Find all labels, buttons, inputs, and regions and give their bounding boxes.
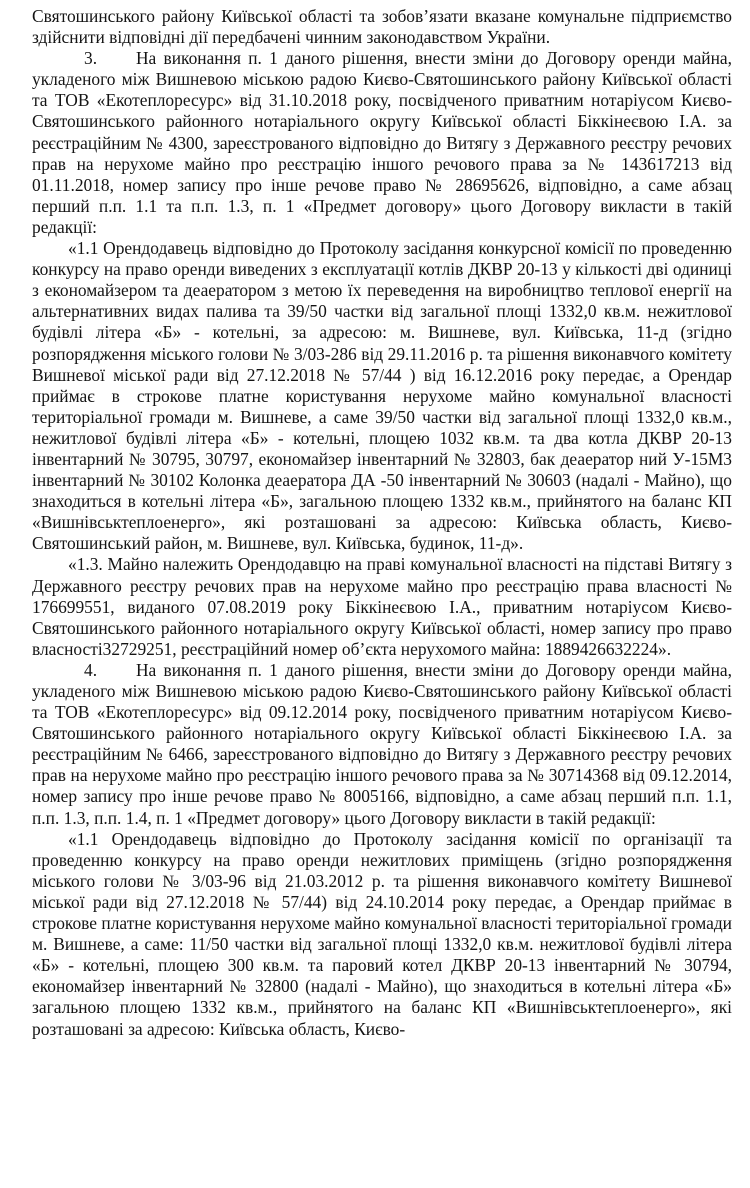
item-4-paragraph [32, 660, 732, 829]
item-3-paragraph [32, 48, 732, 238]
intro-paragraph: Святошинського району Київської області та зобов’язати вказане комунальне підприємство здійснити відповідні дії передбачені чинним законодавством України. [32, 6, 732, 48]
item-3-quote-1-3: «1.3. Майно належить Орендодавцю на праві комунальної власності на підставі Витягу з Державного реєстру речових прав на нерухоме майно про реєстрацію права власності № 176699551, виданого 07.08.2019 року Біккінеєвою І.А., приватним нотаріусом Києво-Святошинського районного нотаріального округу Київської області, номер запису про право власності32729251, реєстраційний номер об’єкта нерухомого майна: 1889426632224». [32, 554, 732, 659]
item-4-text: На виконання п. 1 даного рішення, внести зміни до Договору оренди майна, укладеного між Вишневою міською радою Києво-Святошинського району Київської області та ТОВ «Екотеплоресурс» від 09.12.2014 року, посвідченого приватним нотаріусом Києво-Святошинського районного нотаріального округу Київської області Біккінеєвою І.А. за реєстраційним № 6466, зареєстрованого відповідно до Витягу з Державного реєстру речових прав на нерухоме майно про реєстрацію іншого речового права за № 30714368 від 09.12.2014, номер запису про інше речове право № 8005166, відповідно, а саме абзац перший п.п. 1.1, п.п. 1.3, п.п. 1.4, п. 1 «Предмет договору» цього Договору викласти в такій редакції: [32, 659, 732, 828]
item-3-text: На виконання п. 1 даного рішення, внести зміни до Договору оренди майна, укладеного між Вишневою міською радою Києво-Святошинського району Київської області та ТОВ «Екотеплоресурс» від 31.10.2018 року, посвідченого приватним нотаріусом Києво-Святошинського районного нотаріального округу Київської області Біккінеєвою І.А. за реєстраційним № 4300, зареєстрованого відповідно до Витягу з Державного реєстру речових прав на нерухоме майно про реєстрацію іншого речового права за № 143617213 від 01.11.2018, номер запису про інше речове право № 28695626, відповідно, а саме абзац перший п.п. 1.1 та п.п. 1.3, п. 1 «Предмет договору» цього Договору викласти в такій редакції: [32, 48, 732, 237]
item-3-quote-1-1: «1.1 Орендодавець відповідно до Протоколу засідання конкурсної комісії по проведенню конкурсу на право оренди виведених з експлуатації котлів ДКВР 20-13 у кількості дві одиниці з економайзером та деаератором з метою їх переведення на виробництво теплової енергії на альтернативних видах палива та 39/50 частки від загальної площі 1332,0 кв.м. нежитлової будівлі літера «Б» - котельні, за адресою: м. Вишневе, вул. Київська, 11-д (згідно розпорядження міського голови № 3/03-286 від 29.11.2016 р. та рішення виконавчого комітету Вишневої міської ради від 27.12.2018 № 57/44 ) від 16.12.2016 року передає, а Орендар приймає в строкове платне користування нерухоме майно комунальної власності територіальної громади м. Вишневе, а саме 39/50 частки від загальної площі 1332,0 кв.м., нежитлової будівлі літера «Б» - котельні, площею 1032 кв.м. та два котла ДКВР 20-13 інвентарний № 30795, 30797, економайзер інвентарний № 32803, бак деаератор ний У-15М3 інвентарний № 30102 Колонка деаератора ДА -50 інвентарний № 30603 (надалі - Майно), що знаходиться в котельні літера «Б», загальною площею 1332 кв.м., прийнятого на баланс КП «Вишнівськтеплоенерго», які розташовані за адресою: Київська область, Києво-Святошинський район, м. Вишневе, вул. Київська, будинок, 11-д». [32, 238, 732, 554]
item-4-quote-1-1: «1.1 Орендодавець відповідно до Протоколу засідання комісії по організації та проведенню конкурсу на право оренди нежитлових приміщень (згідно розпорядження міського голови № 3/03-96 від 21.03.2012 р. та рішення виконавчого комітету Вишневої міської ради від 27.12.2018 № 57/44) від 24.10.2014 року передає, а Орендар приймає в строкове платне користування нерухоме майно комунальної власності територіальної громади м. Вишневе, а саме: 11/50 частки від загальної площі 1332,0 кв.м. нежитлової будівлі літера «Б» - котельні, площею 300 кв.м. та паровий котел ДКВР 20-13 інвентарний № 30794, економайзер інвентарний № 32800 (надалі - Майно), що знаходиться в котельні літера «Б» загальною площею 1332 кв.м., прийнятого на баланс КП «Вишнівськтеплоенерго», які розташовані за адресою: Київська область, Києво- [32, 828, 732, 1039]
item-4-number: 4. [84, 659, 98, 680]
item-3-number: 3. [84, 48, 98, 69]
